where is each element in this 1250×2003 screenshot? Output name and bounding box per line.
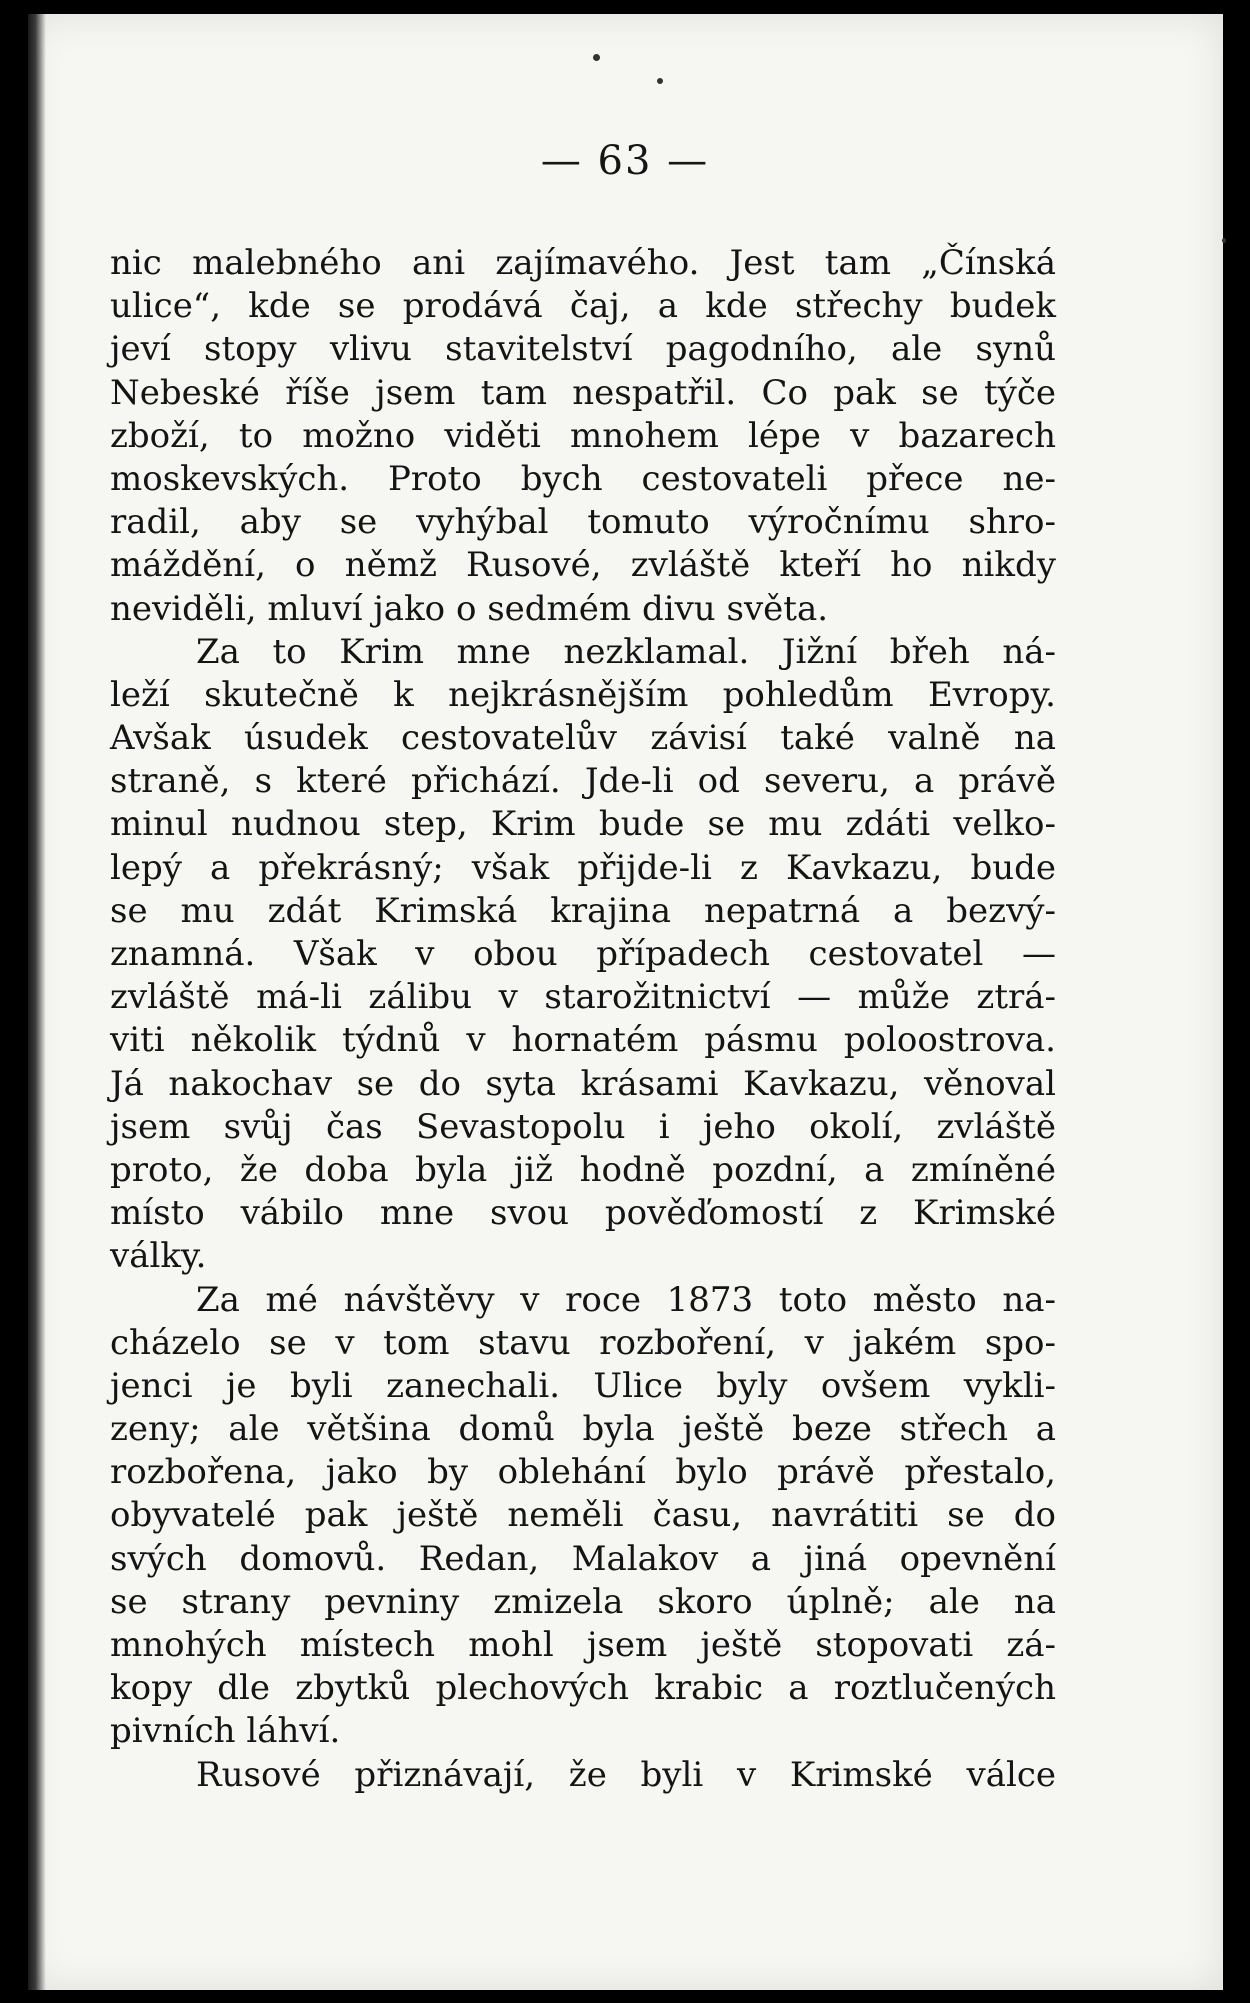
text-line: Já nakochav se do syta krásami Kavkazu, věnoval — [110, 1063, 1056, 1104]
text-line: zvláště má-li zálibu v starožitnictví — může ztrá- — [110, 977, 1056, 1018]
text-line: kopy dle zbytků plechových krabic a roztlučených — [110, 1668, 1056, 1709]
print-speck — [593, 54, 600, 61]
text-line: mnohých místech mohl jsem ještě stopovati zá- — [110, 1625, 1056, 1665]
text-line: máždění, o němž Rusové, zvláště kteří ho nikdy — [110, 545, 1056, 586]
text-line: zeny; ale většina domů byla ještě beze střech a — [110, 1409, 1056, 1450]
text-line: jenci je byli zanechali. Ulice byly ovšem vykli- — [110, 1365, 1056, 1406]
text-line: ulice“, kde se prodává čaj, a kde střechy budek — [110, 286, 1056, 327]
page-number: — 63 — — [540, 138, 710, 184]
text-line: neviděli, mluví jako o sedmém divu světa. — [110, 588, 829, 629]
text-line: radil, aby se vyhýbal tomuto výročnímu shro- — [110, 502, 1056, 543]
text-line: svých domovů. Redan, Malakov a jiná opevnění — [110, 1538, 1056, 1579]
text-line: Za to Krim mne nezklamal. Jižní břeh ná- — [196, 631, 1056, 672]
text-line: straně, s které přichází. Jde-li od severu, a právě — [110, 761, 1056, 802]
text-line: viti několik týdnů v hornatém pásmu poloostrova. — [110, 1020, 1056, 1061]
text-line: Za mé návštěvy v roce 1873 toto město na- — [196, 1279, 1056, 1320]
text-line: lepý a překrásný; však přijde-li z Kavkazu, bude — [110, 847, 1056, 888]
text-line: se mu zdát Krimská krajina nepatrná a bezvý- — [110, 890, 1056, 931]
page-binding-edge — [28, 14, 46, 1990]
text-line: moskevských. Proto bych cestovateli přece ne- — [110, 458, 1056, 499]
text-line: války. — [110, 1236, 207, 1277]
text-line: místo vábilo mne svou pověďomostí z Krimské — [110, 1193, 1056, 1234]
print-speck — [657, 78, 663, 84]
text-line: minul nudnou step, Krim bude se mu zdáti velko- — [110, 804, 1056, 845]
print-speck — [1222, 238, 1226, 243]
text-line: Rusové přiznávají, že byli v Krimské válce — [196, 1754, 1056, 1795]
text-line: nic malebného ani zajímavého. Jest tam „Čínská — [110, 243, 1056, 283]
text-line: proto, že doba byla již hodně pozdní, a zmíněné — [110, 1149, 1056, 1190]
text-line: Avšak úsudek cestovatelův závisí také valně na — [110, 718, 1056, 759]
body-text — [110, 242, 1056, 1797]
text-line: jeví stopy vlivu stavitelství pagodního, ale synů — [110, 329, 1056, 370]
text-line: leží skutečně k nejkrásnějším pohledům Evropy. — [110, 674, 1056, 715]
text-line: Nebeské říše jsem tam nespatřil. Co pak se týče — [110, 372, 1056, 413]
text-line: cházelo se v tom stavu rozboření, v jakém spo- — [110, 1322, 1056, 1363]
text-line: znamná. Však v obou případech cestovatel — — [110, 934, 1056, 974]
text-line: jsem svůj čas Sevastopolu i jeho okolí, zvláště — [110, 1106, 1056, 1147]
text-line: se strany pevniny zmizela skoro úplně; ale na — [110, 1581, 1056, 1622]
text-line: rozbořena, jako by oblehání bylo právě přestalo, — [110, 1452, 1056, 1493]
text-line: pivních láhví. — [110, 1711, 341, 1752]
text-line: zboží, to možno viděti mnohem lépe v bazarech — [110, 415, 1056, 456]
text-line: obyvatelé pak ještě neměli času, navrátiti se do — [110, 1495, 1056, 1536]
